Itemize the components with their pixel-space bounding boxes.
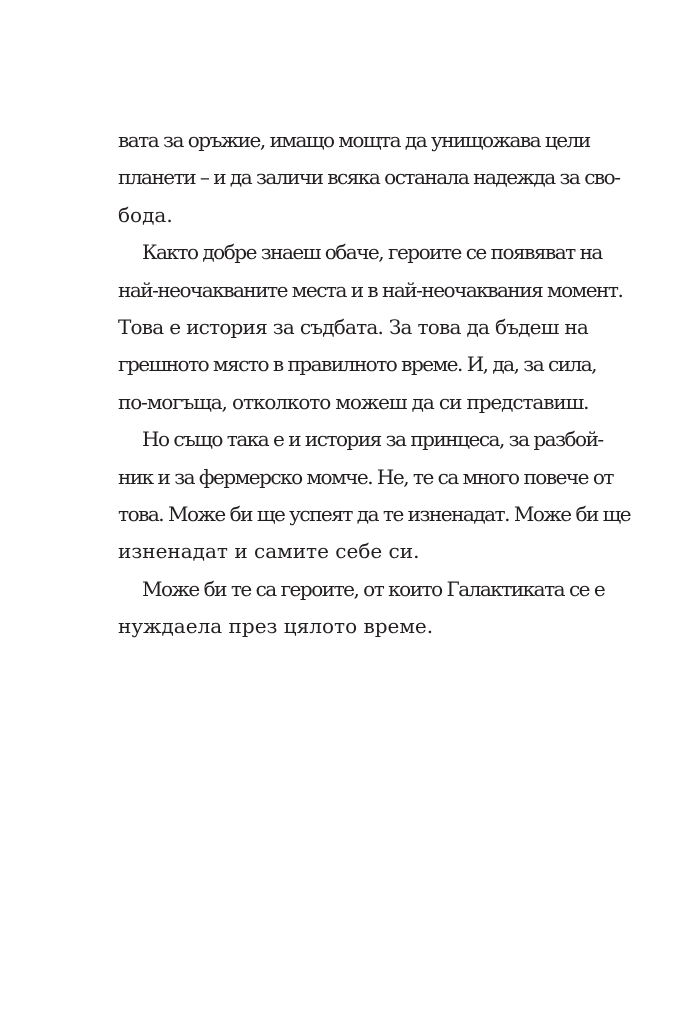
text-line: нуждаела през цялото време. (118, 614, 434, 639)
body-text (118, 122, 631, 645)
text-line: изненадат и самите себе си. (118, 539, 420, 564)
text-line: по-могъща, отколкото можеш да си представиш. (118, 389, 589, 414)
text-line: най-неочакваните места и в най-неочаквания момент. (118, 277, 623, 302)
text-line: Това е история за съдбата. За това да бъдеш на (118, 314, 588, 339)
paragraph-3 (118, 421, 631, 571)
text-line: грешното място в правилното време. И, да, за сила, (118, 352, 597, 377)
text-line: това. Може би ще успеят да те изненадат. Може би ще (118, 501, 631, 526)
text-line: Но също така е и история за принцеса, за разбой- (142, 427, 603, 452)
text-line: Може би те са героите, от които Галактиката се е (142, 576, 605, 601)
text-line: Както добре знаеш обаче, героите се появяват на (142, 240, 602, 265)
paragraph-1 (118, 122, 620, 234)
paragraph-2 (118, 234, 623, 421)
text-line: планети – и да заличи всяка останала надежда за сво- (118, 165, 620, 190)
text-line: вата за оръжие, имащо мощта да унищожава цели (118, 128, 590, 152)
paragraph-4 (118, 571, 605, 646)
text-line: ник и за фермерско момче. Не, те са много повече от (118, 464, 613, 489)
text-line: бода. (118, 202, 173, 227)
